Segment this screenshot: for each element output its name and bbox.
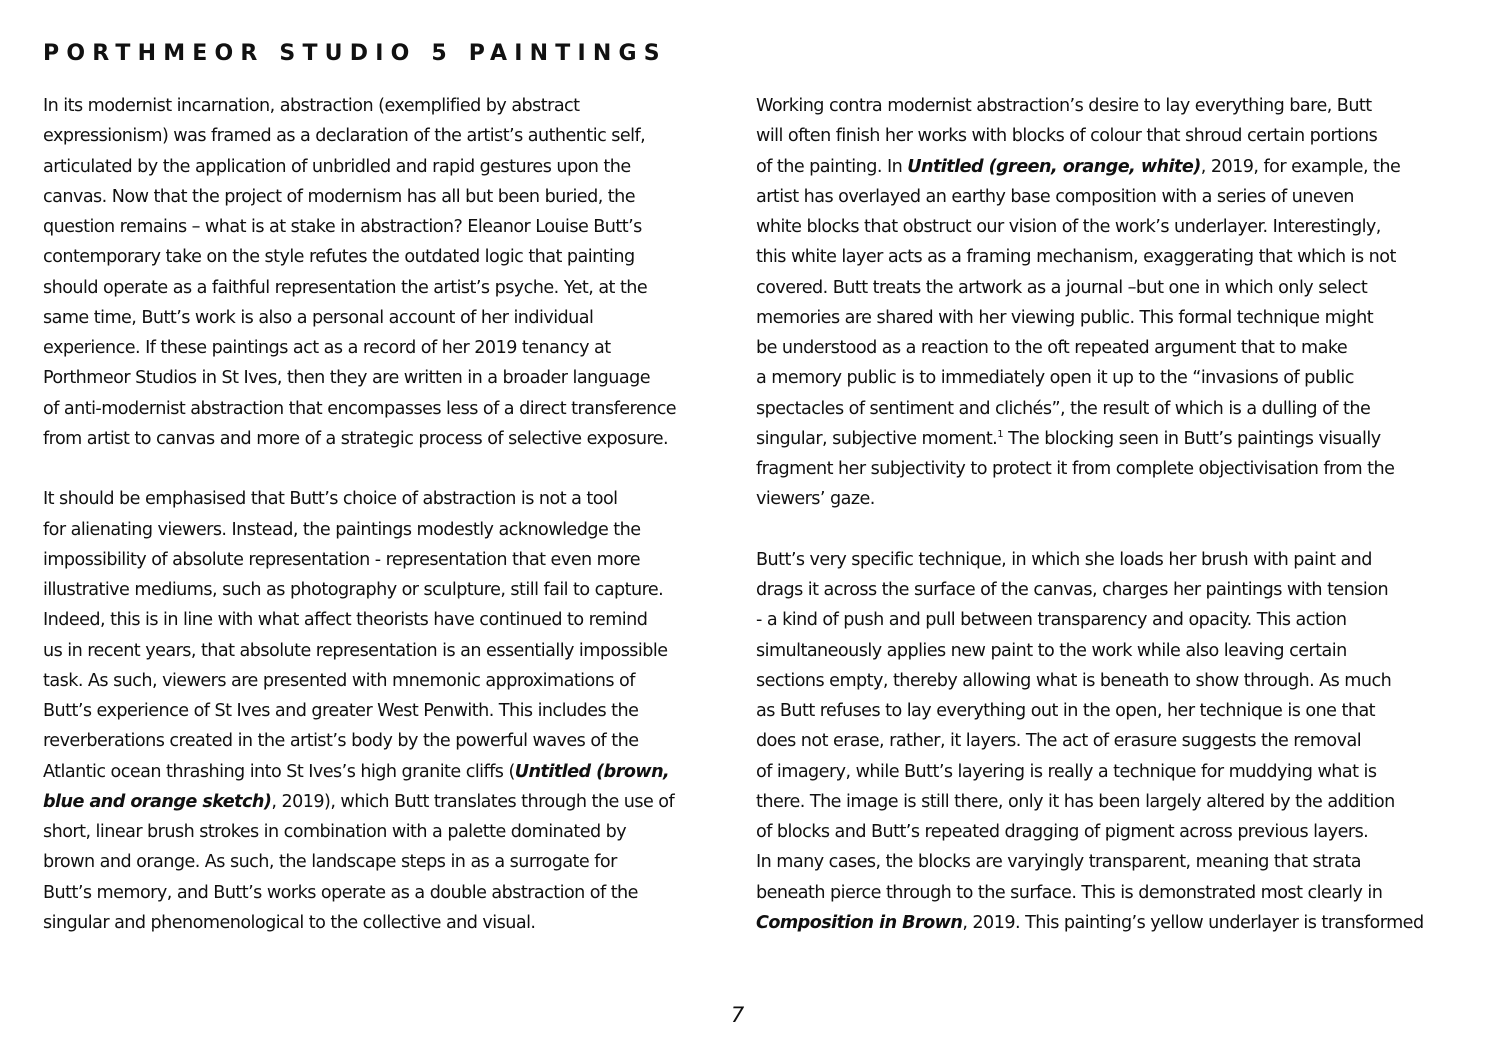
text-line: simultaneously applies new paint to the work while also leaving certain [756, 640, 1347, 661]
paragraph-3 [756, 91, 1466, 515]
text-line: illustrative mediums, such as photography or sculpture, still fail to capture. [43, 580, 664, 600]
text-line: be understood as a reaction to the oft repeated argument that to make [756, 338, 1348, 358]
text-line: expressionism) was framed as a declaration of the artist’s authentic self, [43, 126, 646, 147]
text-run: of the painting. In [756, 156, 908, 177]
text-line: impossibility of absolute representation - representation that even more [43, 549, 640, 570]
page-number: 7 [730, 1003, 745, 1027]
artwork-title: Composition in Brown [756, 912, 963, 933]
text-line: this white layer acts as a framing mechanism, exaggerating that which is not [756, 247, 1396, 268]
text-line: sections empty, thereby allowing what is beneath to show through. As much [756, 670, 1392, 691]
text-line: In many cases, the blocks are varyingly transparent, meaning that strata [756, 852, 1361, 873]
text-line: a memory public is to immediately open it up to the “invasions of public [756, 368, 1354, 389]
text-line [756, 152, 1466, 182]
artwork-title: Untitled (brown, [514, 761, 670, 782]
text-line: experience. If these paintings act as a record of her 2019 tenancy at [43, 338, 611, 358]
footnote-marker: 1 [997, 428, 1004, 440]
text-line: there. The image is still there, only it has been largely altered by the addition [756, 791, 1395, 812]
right-column [756, 91, 1466, 938]
text-line: drags it across the surface of the canvas, charges her paintings with tension [756, 580, 1389, 600]
text-line: from artist to canvas and more of a strategic process of selective exposure. [43, 428, 669, 449]
text-line: viewers’ gaze. [756, 489, 875, 510]
text-line: articulated by the application of unbridled and rapid gestures upon the [43, 156, 631, 177]
text-line: short, linear brush strokes in combination with a palette dominated by [43, 822, 627, 842]
text-line: Butt’s very specific technique, in which she loads her brush with paint and [756, 549, 1372, 570]
page-title: PORTHMEOR STUDIO 5 PAINTINGS [43, 41, 667, 66]
text-line: white blocks that obstruct our vision of the work’s underlayer. Interestingly, [756, 217, 1381, 237]
text-line: beneath pierce through to the surface. This is demonstrated most clearly in [756, 882, 1383, 903]
text-line: question remains – what is at stake in abstraction? Eleanor Louise Butt’s [43, 217, 642, 237]
text-run: , 2019), which Butt translates through the use of [271, 791, 675, 812]
text-line: It should be emphasised that Butt’s choice of abstraction is not a tool [43, 489, 618, 510]
text-run: Atlantic ocean thrashing into St Ives’s high granite cliffs ( [43, 761, 515, 782]
paragraph-4 [756, 545, 1466, 938]
text-run: , 2019, for example, the [1200, 156, 1401, 177]
text-line: task. As such, viewers are presented with mnemonic approximations of [43, 670, 635, 691]
text-line: Butt’s experience of St Ives and greater West Penwith. This includes the [43, 701, 639, 721]
paragraph-spacer [43, 454, 743, 484]
text-line: brown and orange. As such, the landscape steps in as a surrogate for [43, 852, 617, 873]
text-line: does not erase, rather, it layers. The act of erasure suggests the removal [756, 731, 1362, 752]
text-line: of anti-modernist abstraction that encompasses less of a direct transference [43, 398, 677, 419]
text-line: Porthmeor Studios in St Ives, then they are written in a broader language [43, 368, 651, 389]
text-line: should operate as a faithful representation the artist’s psyche. Yet, at the [43, 277, 648, 298]
text-line: of imagery, while Butt’s layering is really a technique for muddying what is [756, 761, 1377, 782]
paragraph-2 [43, 484, 743, 938]
text-line: for alienating viewers. Instead, the paintings modestly acknowledge the [43, 519, 641, 540]
text-line: Butt’s memory, and Butt’s works operate as a double abstraction of the [43, 882, 638, 903]
text-line [756, 908, 1466, 938]
text-line: Working contra modernist abstraction’s desire to lay everything bare, Butt [756, 96, 1372, 116]
text-run: , 2019. This painting’s yellow underlayer is transformed [962, 912, 1424, 933]
text-line: covered. Butt treats the artwork as a journal –but one in which only select [756, 277, 1368, 298]
artwork-title: Untitled (green, orange, white) [907, 156, 1201, 177]
artwork-title: blue and orange sketch) [43, 791, 272, 812]
text-line [43, 757, 743, 787]
text-line: us in recent years, that absolute representation is an essentially impossible [43, 640, 668, 661]
text-line: In its modernist incarnation, abstraction (exemplified by abstract [43, 96, 580, 116]
text-run: The blocking seen in Butt’s paintings visually [1003, 428, 1381, 449]
text-line: Indeed, this is in line with what affect theorists have continued to remind [43, 610, 648, 631]
text-line: will often finish her works with blocks of colour that shroud certain portions [756, 126, 1378, 147]
text-line: contemporary take on the style refutes the outdated logic that painting [43, 247, 635, 268]
text-line: canvas. Now that the project of modernism has all but been buried, the [43, 186, 636, 207]
text-line [43, 787, 743, 817]
text-run: singular, subjective moment. [756, 428, 998, 449]
text-line: memories are shared with her viewing public. This formal technique might [756, 307, 1374, 328]
text-line: fragment her subjectivity to protect it from complete objectivisation from the [756, 459, 1395, 479]
text-line: - a kind of push and pull between transparency and opacity. This action [756, 610, 1347, 631]
text-line: of blocks and Butt’s repeated dragging of pigment across previous layers. [756, 822, 1369, 842]
text-line: spectacles of sentiment and clichés”, the result of which is a dulling of the [756, 398, 1371, 419]
paragraph-1 [43, 91, 743, 454]
left-column [43, 91, 743, 938]
text-line [756, 424, 1466, 454]
text-line: artist has overlayed an earthy base composition with a series of uneven [756, 186, 1354, 207]
text-line: as Butt refuses to lay everything out in the open, her technique is one that [756, 701, 1376, 721]
paragraph-spacer [756, 515, 1466, 545]
text-line: singular and phenomenological to the collective and visual. [43, 912, 536, 933]
text-line: same time, Butt’s work is also a personal account of her individual [43, 307, 594, 328]
text-line: reverberations created in the artist’s body by the powerful waves of the [43, 731, 639, 752]
